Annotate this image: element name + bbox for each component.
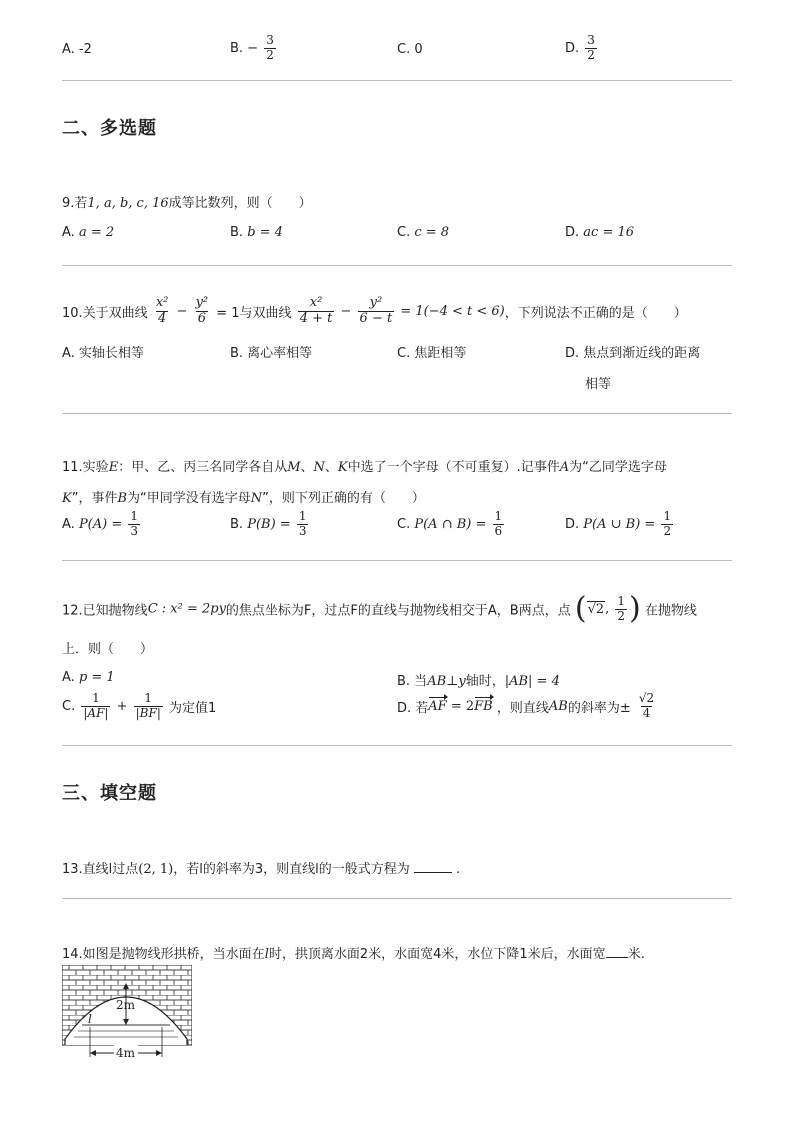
fraction: $\frac{3}{2}$: [266, 33, 274, 62]
q11-stem-line1: 11.实验E：甲、乙、丙三名同学各自从M、N、K中选了一个字母（不可重复）.记事件A为“乙同学选字母: [62, 460, 667, 475]
fraction: $\frac{1}{|BF|}$: [135, 691, 161, 720]
q14-stem: 14.如图是抛物线形拱桥，当水面在l时，拱顶离水面2米，水面宽4米，水位下降1米后，水面宽 米.: [62, 947, 645, 962]
fraction: $\frac{\text{y²}}{6 - t}$: [359, 295, 393, 326]
q12-option-d: D. 若AF = 2FB ，则直线AB的斜率为± $\frac{√2}{4}$: [397, 691, 655, 720]
q10-stem: 10.关于双曲线 $\frac{\text{x²}}{4}$ − $\frac{\text{y²}}{6}$ = 1与双曲线 $\frac{\text{x²}}{4 + t}$ − $\frac{\text{y²}}{6 - t}$ = 1(−4 < t < 6)，下列说法不正确的是（ ）: [62, 295, 687, 326]
q10-option-d: D. 焦点到渐近线的距离: [565, 346, 701, 361]
divider: [62, 265, 732, 266]
fraction: $\frac{\text{x²}}{4 + t}$: [299, 295, 333, 326]
fraction: $\frac{\text{x²}}{4}$: [155, 295, 169, 326]
q9-option-a: A. a = 2: [62, 225, 115, 240]
fraction: $\frac{1}{3}$: [298, 509, 307, 538]
q8-option-d: D. $\frac{3}{2}$: [565, 33, 595, 62]
water-level-label: l: [88, 1012, 92, 1026]
fraction: $\frac{1}{|AF|}$: [83, 691, 109, 720]
divider: [62, 898, 732, 899]
q10-option-d-cont: 相等: [585, 377, 612, 392]
q12-option-a: A. p = 1: [62, 670, 115, 685]
divider: [62, 80, 732, 81]
fraction: $\frac{1}{2}$: [617, 593, 626, 623]
q9-stem: 9.若1, a, b, c, 16成等比数列，则（ ）: [62, 196, 312, 211]
section-heading-fill-in: 三、填空题: [62, 783, 157, 804]
answer-blank[interactable]: [414, 872, 452, 873]
answer-blank[interactable]: [606, 957, 628, 958]
fraction: $\frac{1}{6}$: [494, 509, 503, 538]
section-heading-multiple-choice: 二、多选题: [62, 118, 157, 139]
q8-option-b: B. − $\frac{3}{2}$: [230, 33, 274, 62]
q10-option-a: A. 实轴长相等: [62, 346, 144, 361]
q11-option-d: D. P(A ∪ B) = $\frac{1}{2}$: [565, 509, 672, 538]
height-label: 2m: [116, 998, 136, 1012]
q11-stem-line2: K”，事件B为“甲同学没有选字母N”，则下列正确的有（ ）: [62, 491, 425, 506]
q12-stem-line2: 上．则（ ）: [62, 642, 154, 657]
fraction: $\frac{1}{3}$: [130, 509, 139, 538]
q9-option-c: C. c = 8: [397, 225, 450, 240]
fraction: $\frac{1}{2}$: [663, 509, 672, 538]
q12-stem-line1: 12.已知抛物线C : x² = 2py的焦点坐标为F，过点F的直线与抛物线相交于A，B两点，点 (√2, $\frac{1}{2}$ ) 在抛物线: [62, 591, 697, 626]
q12-option-b: B. 当AB⊥y轴时，|AB| = 4: [397, 674, 560, 689]
q9-option-b: B. b = 4: [230, 225, 283, 240]
fraction: $\frac{3}{2}$: [587, 33, 595, 62]
q8-option-a: A. -2: [62, 42, 92, 57]
q13-stem: 13.直线l过点(2, 1)，若l的斜率为3，则直线l的一般式方程为 .: [62, 862, 461, 877]
width-label: 4m: [116, 1046, 136, 1060]
q11-option-a: A. P(A) = $\frac{1}{3}$: [62, 509, 139, 538]
q10-option-b: B. 离心率相等: [230, 346, 313, 361]
q12-option-c: C. $\frac{1}{|AF|}$ + $\frac{1}{|BF|}$ 为定值1: [62, 691, 217, 720]
divider: [62, 413, 732, 414]
divider: [62, 745, 732, 746]
fraction: $\frac{\text{y²}}{6}$: [195, 295, 209, 326]
q8-option-c: C. 0: [397, 42, 423, 57]
q11-option-c: C. P(A ∩ B) = $\frac{1}{6}$: [397, 509, 503, 538]
q10-option-c: C. 焦距相等: [397, 346, 467, 361]
fraction: $\frac{√2}{4}$: [638, 691, 655, 720]
q9-option-d: D. ac = 16: [565, 225, 635, 240]
divider: [62, 560, 732, 561]
q11-option-b: B. P(B) = $\frac{1}{3}$: [230, 509, 307, 538]
arch-bridge-figure: [62, 965, 192, 1061]
